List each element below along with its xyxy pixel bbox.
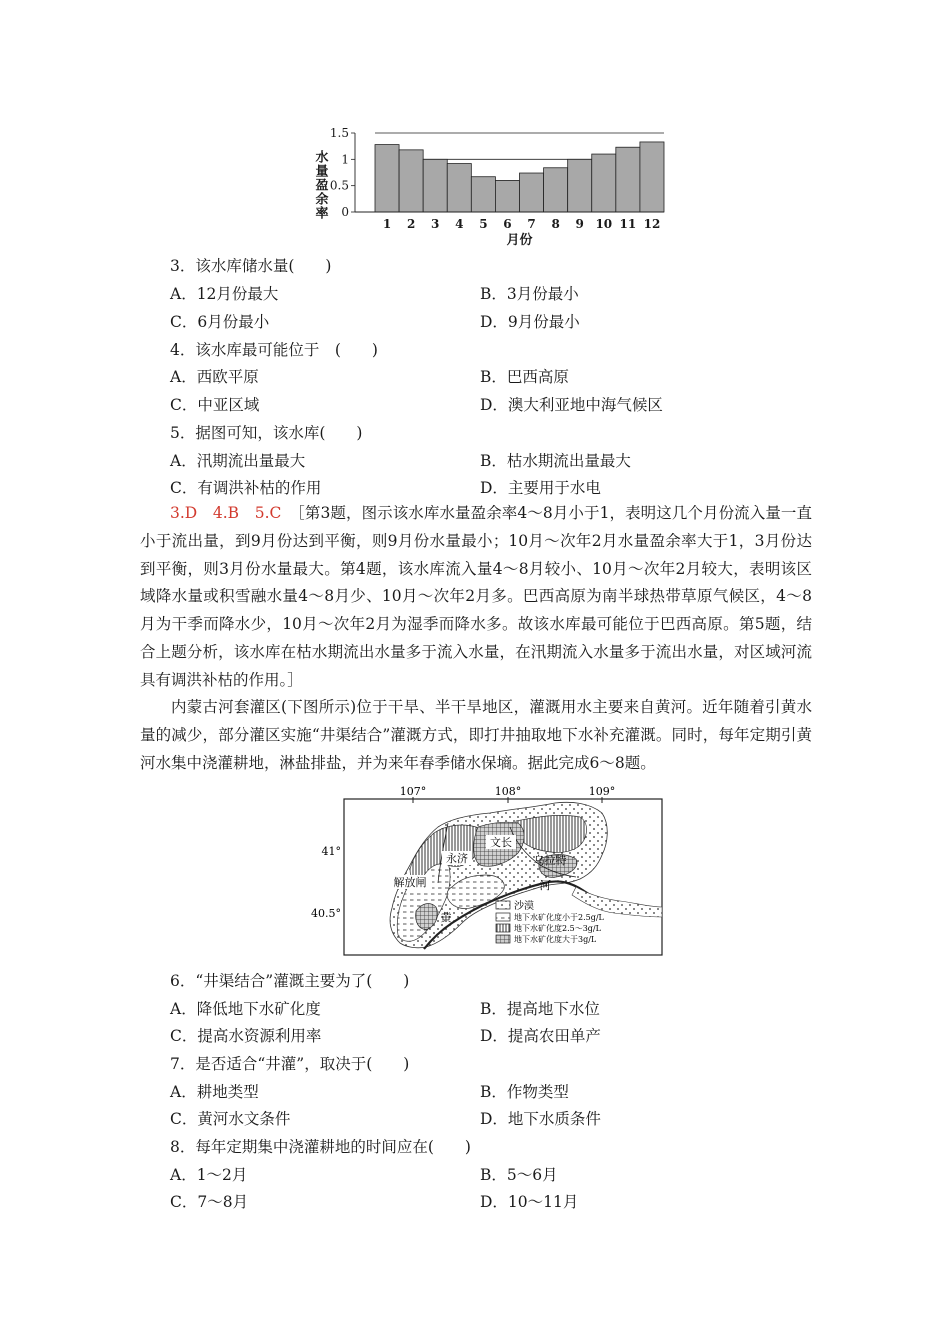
chart-bar: [447, 164, 471, 212]
chart-bar: [375, 145, 399, 212]
map-place-huang: 黄: [440, 911, 452, 924]
question-3-stem: 3．该水库储水量( ): [170, 257, 332, 275]
chart-bar: [544, 168, 568, 212]
legend-swatch-mid: [496, 924, 510, 932]
chart-x-tick-label: 7: [527, 217, 536, 231]
question-5-stem: 5．据图可知，该水库( ): [170, 424, 363, 442]
chart-bar: [495, 180, 519, 212]
legend-desert: 沙漠: [514, 901, 534, 912]
question-6-option-a: A．降低地下水矿化度: [170, 1000, 321, 1018]
hetao-irrigation-map: [311, 783, 666, 959]
chart-bar: [471, 177, 495, 212]
chart-y-axis-label: 水量盈余率: [312, 150, 328, 220]
question-4-option-d: D．澳大利亚地中海气候区: [480, 396, 663, 414]
chart-x-tick-label: 5: [479, 217, 488, 231]
question-5-option-a: A．汛期流出量最大: [170, 452, 306, 470]
chart-x-axis-label: 月份: [506, 233, 533, 248]
question-8-stem: 8．每年定期集中浇灌耕地的时间应在( ): [170, 1138, 471, 1156]
question-8-option-b: B．5～6月: [480, 1166, 558, 1184]
question-3-option-c: C．6月份最小: [170, 313, 270, 331]
chart-bar: [592, 154, 616, 212]
question-6-option-c: C．提高水资源利用率: [170, 1027, 322, 1045]
question-5-option-c: C．有调洪补枯的作用: [170, 479, 322, 497]
question-4-option-a: A．西欧平原: [170, 368, 259, 386]
question-7-option-d: D．地下水质条件: [480, 1110, 601, 1128]
answer-text: ［第3题，图示该水库水量盈余率4～8月小于1，表明这几个月份流入量一直小于流出量，到9月份达到平衡，则9月份水量最小；10月～次年2月水量盈余率大于1，3月份达到平衡，则3月份水量最大。第4题，该水库流入量4～8月较小、10月～次年2月较大，表明该区域降水量或积雪融水量4～8月少、10月～次年2月多。巴西高原为南半球热带草原气候区，4～8月为干季而降水少，10月～次年2月为湿季而降水多。故该水库最可能位于巴西高原。第5题，结合上题分析，该水库在枯水期流出水量多于流入水量，在汛期流入水量多于流出水量，对区域河流具有调洪补枯的作用。］: [140, 504, 812, 689]
question-4-stem: 4．该水库最可能位于 ( ): [170, 341, 378, 359]
chart-bar: [520, 173, 544, 212]
chart-x-tick-label: 3: [431, 217, 440, 231]
chart-y-ticks: [330, 126, 355, 219]
question-8-option-a: A．1～2月: [170, 1166, 248, 1184]
map-lon-107: 107°: [399, 785, 427, 798]
chart-y-tick-label: 1: [341, 152, 349, 167]
question-3-option-d: D．9月份最小: [480, 313, 580, 331]
legend-swatch-low: [496, 913, 510, 921]
water-surplus-bar-chart: [300, 120, 680, 250]
chart-y-tick-label: 1.5: [329, 126, 349, 140]
question-7-option-a: A．耕地类型: [170, 1083, 259, 1101]
map-lat-41: 41°: [321, 845, 341, 858]
legend-swatch-high: [496, 935, 510, 943]
chart-x-tick-label: 2: [406, 217, 416, 231]
map-lat-40-5: 40.5°: [311, 907, 341, 920]
question-5-option-d: D．主要用于水电: [480, 479, 601, 497]
legend-mid: 地下水矿化度2.5～3g/L: [514, 924, 601, 933]
answer-keys: 3.D 4.B 5.C: [170, 504, 282, 522]
chart-y-tick-label: 0.5: [329, 178, 349, 193]
question-7-stem: 7．是否适合“井灌”，取决于( ): [170, 1055, 410, 1073]
chart-bar: [423, 159, 447, 212]
passage-intro: 内蒙古河套灌区(下图所示)位于干旱、半干旱地区，灌溉用水主要来自黄河。近年随着引黄水量的减少，部分灌区实施“井渠结合”灌溉方式，即打井抽取地下水补充灌溉。同时，每年定期引黄河水集中浇灌耕地，淋盐排盐，并为来年春季储水保墒。据此完成6～8题。: [140, 698, 812, 772]
chart-x-tick-label: 9: [575, 217, 584, 231]
chart-x-tick-label: 4: [455, 217, 464, 231]
chart-x-ticks: [383, 217, 660, 231]
map-place-wulate: 乌拉特: [533, 854, 567, 867]
chart-y-tick-label: 0: [341, 205, 349, 219]
chart-x-tick-label: 11: [619, 217, 637, 231]
map-lon-108: 108°: [494, 785, 522, 798]
question-3-option-a: A．12月份最大: [170, 285, 279, 303]
chart-bar: [568, 159, 592, 212]
chart-x-tick-label: 6: [503, 217, 512, 231]
question-8-option-c: C．7～8月: [170, 1193, 249, 1211]
question-3-option-b: B．3月份最小: [480, 285, 579, 303]
chart-bar: [399, 150, 423, 212]
chart-x-tick-label: 1: [382, 217, 392, 231]
map-place-jiefangzha: 解放闸: [393, 876, 427, 889]
question-8-option-d: D．10～11月: [480, 1193, 579, 1211]
question-6-stem: 6．“井渠结合”灌溉主要为了( ): [170, 972, 410, 990]
question-7-option-c: C．黄河水文条件: [170, 1110, 291, 1128]
map-place-yongji: 永济: [446, 852, 468, 865]
legend-low: 地下水矿化度小于2.5g/L: [514, 913, 604, 922]
question-6-option-b: B．提高地下水位: [480, 1000, 600, 1018]
question-4-option-c: C．中亚区域: [170, 396, 260, 414]
question-4-option-b: B．巴西高原: [480, 368, 569, 386]
chart-bars: [375, 142, 664, 212]
answer-explanation: [140, 500, 812, 695]
question-7-option-b: B．作物类型: [480, 1083, 569, 1101]
map-lon-109: 109°: [588, 785, 616, 798]
legend-swatch-desert: [496, 901, 510, 909]
map-place-wenchang: 文长: [490, 836, 512, 849]
chart-bar: [616, 147, 640, 212]
chart-x-tick-label: 10: [595, 217, 613, 231]
chart-x-tick-label: 12: [643, 217, 661, 231]
question-5-option-b: B．枯水期流出量最大: [480, 452, 631, 470]
legend-high: 地下水矿化度大于3g/L: [514, 935, 597, 944]
chart-x-tick-label: 8: [551, 217, 560, 231]
question-6-option-d: D．提高农田单产: [480, 1027, 601, 1045]
map-place-he: 河: [539, 879, 551, 892]
chart-bar: [640, 142, 664, 212]
